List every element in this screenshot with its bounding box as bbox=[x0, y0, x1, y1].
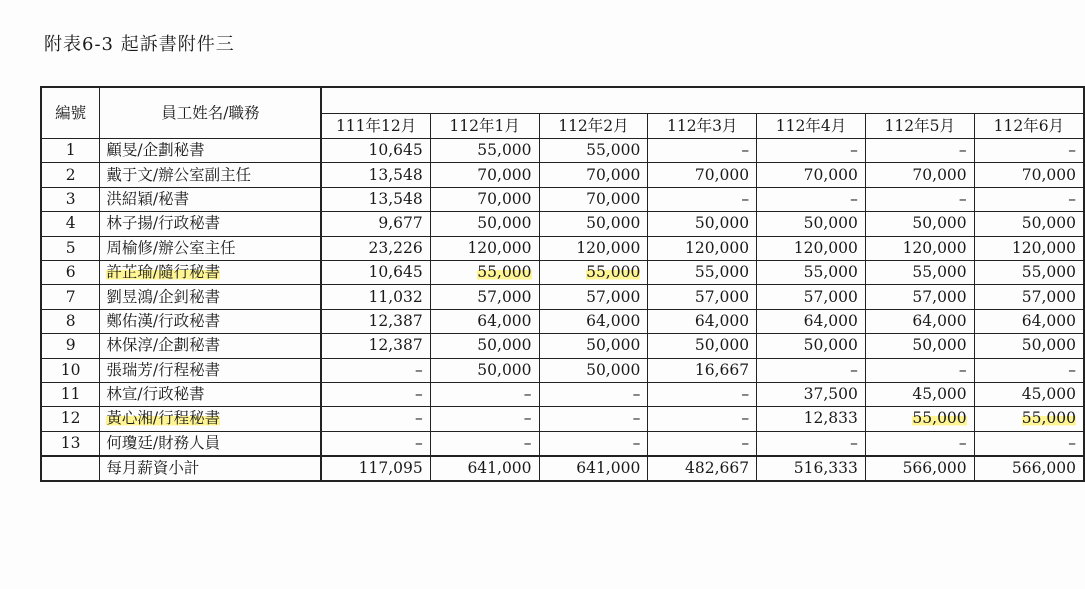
employee-name-title: 劉昱鴻/企釗秘書 bbox=[106, 287, 221, 306]
salary-value: – bbox=[741, 385, 750, 404]
salary-value: 55,000 bbox=[912, 263, 967, 282]
employee-name-title: 何瓊廷/財務人員 bbox=[106, 433, 221, 452]
salary-table bbox=[40, 86, 1085, 482]
salary-value: 57,000 bbox=[803, 287, 858, 306]
salary-value: – bbox=[1068, 141, 1076, 160]
row-number: 12 bbox=[41, 407, 100, 431]
table-row bbox=[41, 236, 1084, 260]
salary-value: 12,387 bbox=[368, 311, 423, 330]
table-row bbox=[41, 187, 1084, 211]
row-number: 10 bbox=[41, 358, 100, 382]
salary-value: 70,000 bbox=[912, 165, 967, 184]
salary-value: 57,000 bbox=[477, 287, 532, 306]
salary-value: – bbox=[958, 141, 967, 160]
salary-value: 23,226 bbox=[368, 238, 423, 257]
salary-value: 9,677 bbox=[378, 214, 423, 233]
employee-name-title: 周榆修/辦公室主任 bbox=[106, 238, 236, 257]
table-row bbox=[41, 382, 1084, 406]
row-number: 9 bbox=[41, 334, 100, 358]
header-month: 112年2月 bbox=[539, 114, 648, 139]
salary-value: 50,000 bbox=[694, 336, 750, 355]
salary-value: – bbox=[958, 189, 967, 208]
salary-value: 50,000 bbox=[912, 214, 967, 233]
salary-value: – bbox=[1068, 433, 1076, 452]
employee-name-title: 洪紹穎/秘書 bbox=[106, 189, 190, 208]
salary-value: – bbox=[415, 433, 423, 452]
table-row bbox=[41, 139, 1084, 163]
salary-value: 55,000 bbox=[586, 141, 641, 160]
salary-value: – bbox=[741, 141, 750, 160]
totals-row bbox=[41, 456, 1084, 481]
header-month: 112年4月 bbox=[757, 114, 866, 139]
salary-value: – bbox=[958, 433, 967, 452]
table-row bbox=[41, 260, 1084, 284]
table-row bbox=[41, 407, 1084, 431]
salary-value: – bbox=[741, 189, 750, 208]
salary-value: 57,000 bbox=[912, 287, 967, 306]
salary-value: 16,667 bbox=[694, 360, 750, 379]
salary-value: 64,000 bbox=[477, 311, 532, 330]
salary-value: 10,645 bbox=[368, 141, 423, 160]
salary-value: 120,000 bbox=[793, 238, 858, 257]
salary-value: 120,000 bbox=[1011, 238, 1076, 257]
salary-value: 50,000 bbox=[477, 214, 532, 233]
salary-value: 55,000 bbox=[912, 409, 967, 428]
salary-value: 70,000 bbox=[477, 165, 532, 184]
salary-value: 120,000 bbox=[576, 238, 641, 257]
row-number: 1 bbox=[41, 139, 100, 163]
salary-value: 50,000 bbox=[1021, 214, 1076, 233]
row-number: 6 bbox=[41, 260, 100, 284]
table-row bbox=[41, 309, 1084, 333]
salary-value: 64,000 bbox=[1021, 311, 1076, 330]
table-row bbox=[41, 285, 1084, 309]
employee-name-title: 林宣/行政秘書 bbox=[106, 385, 205, 404]
employee-name-title: 顧旻/企劃秘書 bbox=[106, 141, 205, 160]
salary-value: 64,000 bbox=[803, 311, 858, 330]
salary-value: 120,000 bbox=[467, 238, 532, 257]
salary-value: – bbox=[632, 385, 641, 404]
salary-value: – bbox=[523, 409, 532, 428]
salary-value: 55,000 bbox=[1021, 409, 1076, 428]
salary-value: 70,000 bbox=[477, 189, 532, 208]
salary-value: 55,000 bbox=[477, 263, 532, 282]
salary-value: 50,000 bbox=[477, 360, 532, 379]
header-month: 112年5月 bbox=[865, 114, 974, 139]
header-month: 112年3月 bbox=[648, 114, 757, 139]
salary-value: 13,548 bbox=[368, 189, 423, 208]
salary-value: 50,000 bbox=[803, 214, 858, 233]
salary-value: – bbox=[741, 409, 750, 428]
row-number: 7 bbox=[41, 285, 100, 309]
total-value: 482,667 bbox=[648, 456, 757, 481]
salary-value: 70,000 bbox=[586, 189, 641, 208]
salary-value: 120,000 bbox=[685, 238, 750, 257]
salary-value: – bbox=[958, 360, 967, 379]
row-number: 4 bbox=[41, 212, 100, 236]
employee-name-title: 鄭佑漢/行政秘書 bbox=[106, 311, 221, 330]
salary-value: 45,000 bbox=[1021, 385, 1076, 404]
salary-value: – bbox=[523, 385, 532, 404]
employee-name-title: 許芷瑜/隨行秘書 bbox=[106, 263, 221, 282]
document-title: 附表6-3 起訴書附件三 bbox=[44, 34, 235, 55]
salary-value: 50,000 bbox=[803, 336, 858, 355]
salary-value: – bbox=[741, 433, 750, 452]
table-row bbox=[41, 358, 1084, 382]
salary-value: 50,000 bbox=[912, 336, 967, 355]
salary-value: 55,000 bbox=[477, 141, 532, 160]
header-month-group bbox=[321, 87, 1084, 114]
total-value: 516,333 bbox=[757, 456, 866, 481]
header-month: 112年6月 bbox=[974, 114, 1084, 139]
salary-value: 50,000 bbox=[1021, 336, 1076, 355]
salary-value: 37,500 bbox=[803, 385, 858, 404]
salary-value: – bbox=[1068, 189, 1076, 208]
salary-value: – bbox=[632, 409, 641, 428]
employee-name-title: 林子揚/行政秘書 bbox=[106, 214, 221, 233]
table-row bbox=[41, 212, 1084, 236]
table-row bbox=[41, 431, 1084, 456]
header-month: 112年1月 bbox=[430, 114, 539, 139]
totals-label: 每月薪資小計 bbox=[100, 456, 322, 481]
header-number: 編號 bbox=[41, 87, 100, 139]
salary-value: – bbox=[850, 433, 858, 452]
salary-value: 57,000 bbox=[1021, 287, 1076, 306]
salary-value: – bbox=[850, 189, 858, 208]
salary-value: 12,387 bbox=[368, 336, 423, 355]
salary-value: – bbox=[850, 141, 858, 160]
row-number: 3 bbox=[41, 187, 100, 211]
row-number: 5 bbox=[41, 236, 100, 260]
salary-value: – bbox=[415, 409, 423, 428]
salary-value: 12,833 bbox=[803, 409, 858, 428]
salary-value: 57,000 bbox=[586, 287, 641, 306]
salary-value: – bbox=[415, 385, 423, 404]
salary-value: 64,000 bbox=[586, 311, 641, 330]
employee-name-title: 黃心湘/行程秘書 bbox=[106, 409, 221, 428]
salary-value: 45,000 bbox=[912, 385, 967, 404]
salary-value: – bbox=[632, 433, 641, 452]
salary-value: 70,000 bbox=[694, 165, 750, 184]
salary-value: 70,000 bbox=[586, 165, 641, 184]
total-value: 641,000 bbox=[430, 456, 539, 481]
salary-value: – bbox=[523, 433, 532, 452]
row-number: 13 bbox=[41, 431, 100, 456]
salary-value: 120,000 bbox=[902, 238, 967, 257]
salary-value: 50,000 bbox=[477, 336, 532, 355]
salary-value: 50,000 bbox=[694, 214, 750, 233]
salary-value: – bbox=[850, 360, 858, 379]
row-number: 11 bbox=[41, 382, 100, 406]
salary-value: 50,000 bbox=[586, 336, 641, 355]
salary-value: 55,000 bbox=[803, 263, 858, 282]
table-row bbox=[41, 163, 1084, 187]
salary-value: 55,000 bbox=[694, 263, 750, 282]
row-number: 2 bbox=[41, 163, 100, 187]
salary-value: 64,000 bbox=[694, 311, 750, 330]
salary-value: 50,000 bbox=[586, 360, 641, 379]
salary-value: 55,000 bbox=[586, 263, 641, 282]
salary-value: 64,000 bbox=[912, 311, 967, 330]
salary-value: 13,548 bbox=[368, 165, 423, 184]
employee-name-title: 張瑞芳/行程秘書 bbox=[106, 360, 221, 379]
row-number: 8 bbox=[41, 309, 100, 333]
totals-blank-cell bbox=[41, 456, 100, 481]
header-month: 111年12月 bbox=[321, 114, 430, 139]
salary-value: 55,000 bbox=[1021, 263, 1076, 282]
salary-value: – bbox=[415, 360, 423, 379]
header-name-title: 員工姓名/職務 bbox=[100, 87, 322, 139]
total-value: 566,000 bbox=[865, 456, 974, 481]
salary-value: 70,000 bbox=[1021, 165, 1076, 184]
salary-value: 10,645 bbox=[368, 263, 423, 282]
salary-value: 50,000 bbox=[586, 214, 641, 233]
total-value: 117,095 bbox=[321, 456, 430, 481]
salary-value: 70,000 bbox=[803, 165, 858, 184]
employee-name-title: 林保淳/企劃秘書 bbox=[106, 336, 221, 355]
total-value: 641,000 bbox=[539, 456, 648, 481]
salary-value: 11,032 bbox=[368, 287, 423, 306]
salary-value: – bbox=[1068, 360, 1076, 379]
table-row bbox=[41, 334, 1084, 358]
employee-name-title: 戴于文/辦公室副主任 bbox=[106, 165, 252, 184]
salary-value: 57,000 bbox=[694, 287, 750, 306]
total-value: 566,000 bbox=[974, 456, 1084, 481]
